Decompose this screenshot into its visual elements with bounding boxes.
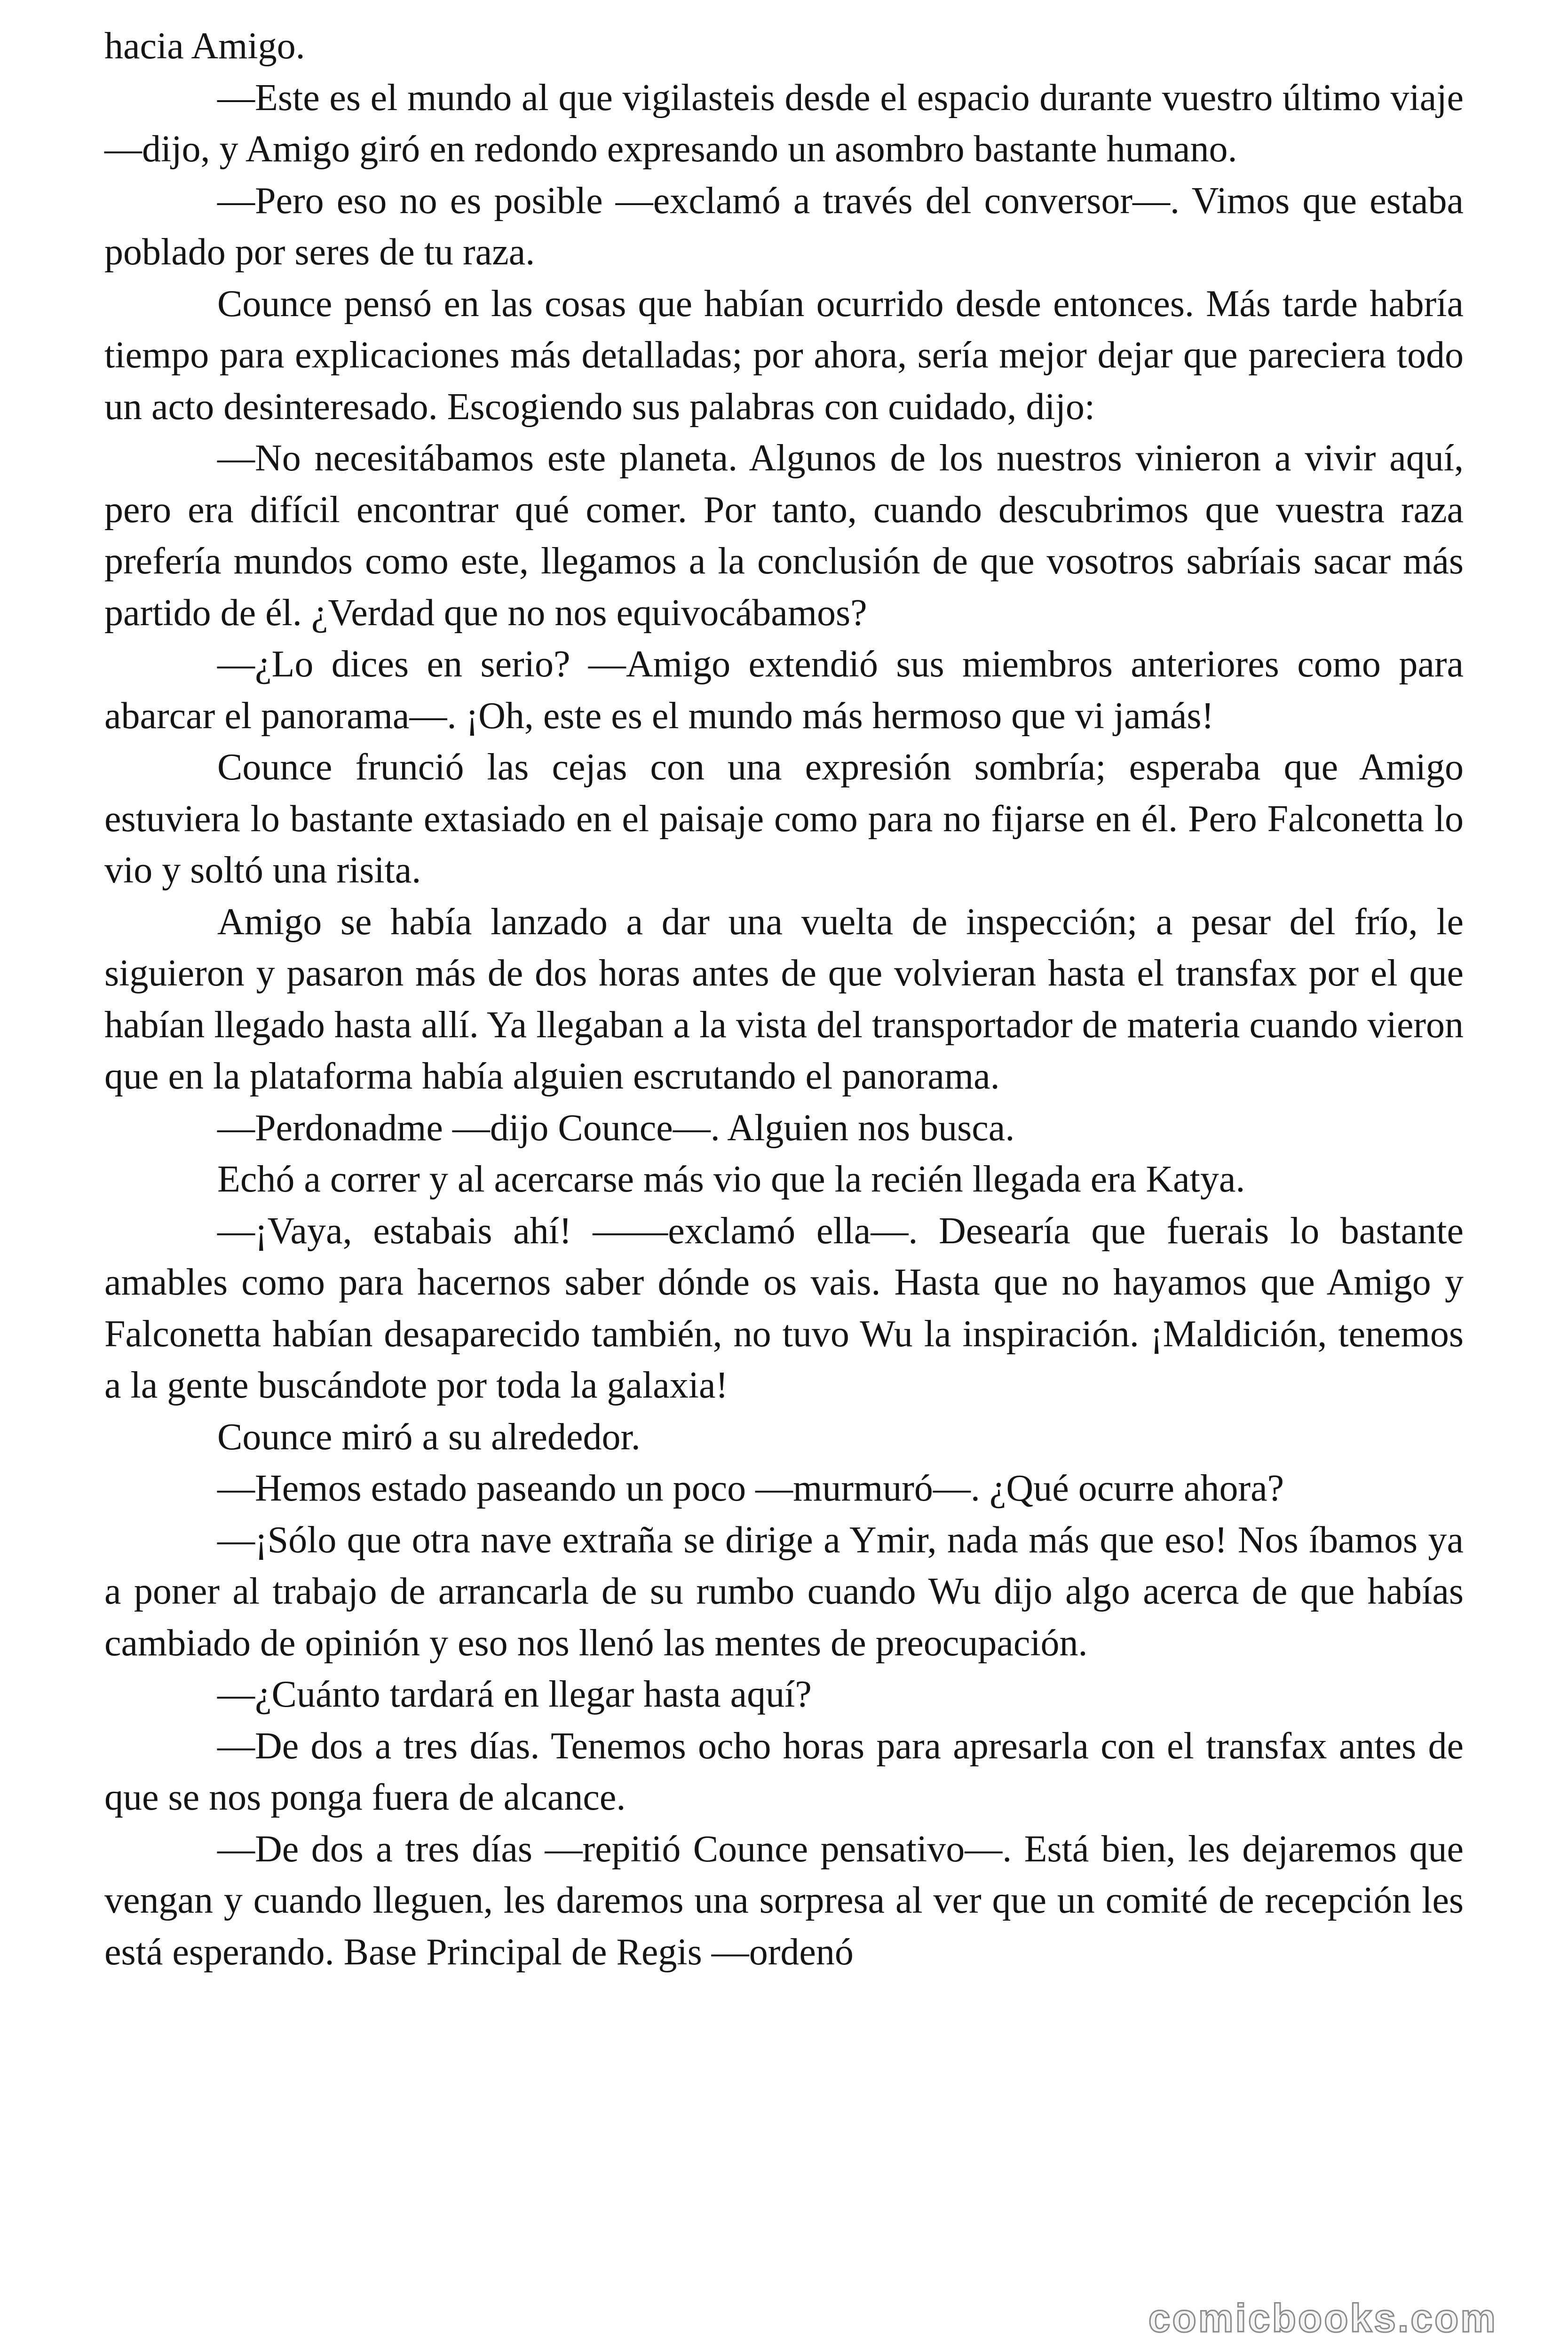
paragraph: Amigo se había lanzado a dar una vuelta de inspección; a pesar del frío, le siguieron y pasaron más de dos horas antes de que volvieran hasta el transfax por el que habían llegado hasta allí. Ya llegaban a la vista del transportador de materia cuando vieron que en la plataforma había alguien escrutando el panorama.: [104, 901, 1464, 1097]
paragraph: —Perdonadme —dijo Counce—. Alguien nos busca.: [217, 1107, 1015, 1149]
paragraph: —De dos a tres días —repitió Counce pensativo—. Está bien, les dejaremos que vengan y cuando lleguen, les daremos una sorpresa al ver que un comité de recepción les está esperando. Base Principal de Regis —ordenó: [104, 1828, 1464, 1973]
paragraph: —De dos a tres días. Tenemos ocho horas para apresarla con el transfax antes de que se nos ponga fuera de alcance.: [104, 1725, 1464, 1818]
paragraph: —¡Vaya, estabais ahí! ——exclamó ella—. Desearía que fuerais lo bastante amables como para hacernos saber dónde os vais. Hasta que no hayamos que Amigo y Falconetta habían desaparecido también, no tuvo Wu la inspiración. ¡Maldición, tenemos a la gente buscándote por toda la galaxia!: [104, 1210, 1464, 1406]
paragraph: Counce frunció las cejas con una expresión sombría; esperaba que Amigo estuviera lo bastante extasiado en el paisaje como para no fijarse en él. Pero Falconetta lo vio y soltó una risita.: [104, 747, 1464, 891]
paragraph: —¿Lo dices en serio? —Amigo extendió sus miembros anteriores como para abarcar el panorama—. ¡Oh, este es el mundo más hermoso que vi jamás!: [104, 644, 1464, 737]
paragraph: hacia Amigo.: [104, 25, 305, 67]
paragraph: —¿Cuánto tardará en llegar hasta aquí?: [217, 1674, 812, 1715]
paragraph: —No necesitábamos este planeta. Algunos de los nuestros vinieron a vivir aquí, pero era difícil encontrar qué comer. Por tanto, cuando descubrimos que vuestra raza prefería mundos como este, llegamos a la conclusión de que vosotros sabríais sacar más partido de él. ¿Verdad que no nos equivocábamos?: [104, 437, 1464, 634]
paragraph: Counce pensó en las cosas que habían ocurrido desde entonces. Más tarde habría tiempo para explicaciones más detalladas; por ahora, sería mejor dejar que pareciera todo un acto desinteresado. Escogiendo sus palabras con cuidado, dijo:: [104, 283, 1464, 428]
paragraph: —Pero eso no es posible —exclamó a través del conversor—. Vimos que estaba poblado por seres de tu raza.: [104, 180, 1464, 273]
paragraph: —¡Sólo que otra nave extraña se dirige a Ymir, nada más que eso! Nos íbamos ya a poner al trabajo de arrancarla de su rumbo cuando Wu dijo algo acerca de que habías cambiado de opinión y eso nos llenó las mentes de preocupación.: [104, 1519, 1464, 1664]
page-text-block: [104, 21, 1464, 1978]
watermark-logo: comicbooks.com: [1148, 2296, 1497, 2340]
paragraph: Echó a correr y al acercarse más vio que la recién llegada era Katya.: [217, 1159, 1245, 1200]
paragraph: —Este es el mundo al que vigilasteis desde el espacio durante vuestro último viaje —dijo, y Amigo giró en redondo expresando un asombro bastante humano.: [104, 77, 1464, 170]
paragraph: —Hemos estado paseando un poco —murmuró—. ¿Qué ocurre ahora?: [217, 1468, 1284, 1509]
paragraph: Counce miró a su alrededor.: [217, 1416, 641, 1458]
